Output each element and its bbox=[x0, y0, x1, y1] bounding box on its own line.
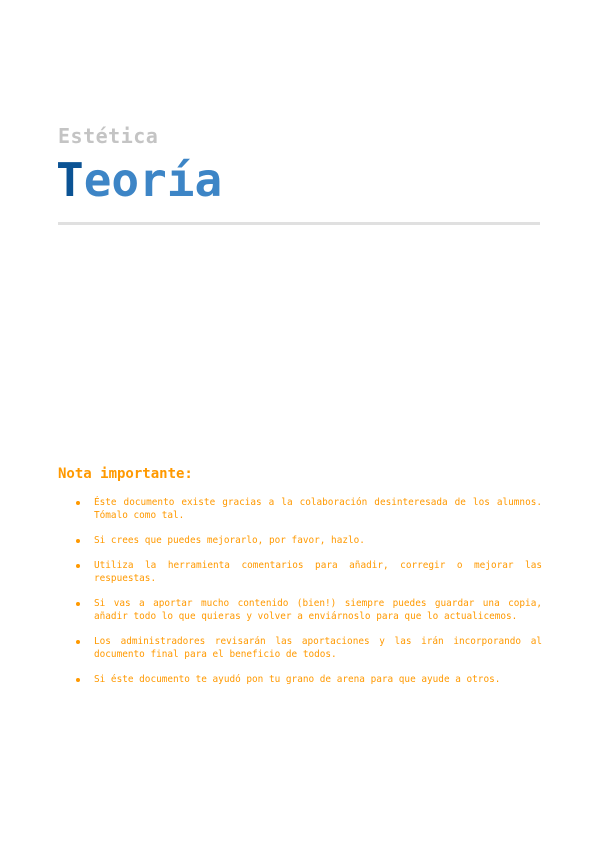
title-divider bbox=[58, 222, 540, 225]
note-item bbox=[58, 559, 542, 585]
note-heading: Nota importante: bbox=[58, 466, 193, 482]
bullet-icon bbox=[76, 602, 80, 606]
page-title bbox=[56, 155, 222, 206]
note-item-text: Si crees que puedes mejorarlo, por favor, hazlo. bbox=[94, 535, 365, 546]
bullet-icon bbox=[76, 501, 80, 505]
note-item-text: Éste documento existe gracias a la colaboración desinteresada de los alumnos. Tómalo como tal. bbox=[94, 497, 542, 521]
page-title-rest: eoría bbox=[83, 153, 223, 207]
bullet-icon bbox=[76, 678, 80, 682]
note-item bbox=[58, 597, 542, 623]
bullet-icon bbox=[76, 640, 80, 644]
bullet-icon bbox=[76, 539, 80, 543]
note-item-text: Si éste documento te ayudó pon tu grano de arena para que ayude a otros. bbox=[94, 674, 501, 685]
note-item bbox=[58, 496, 542, 522]
note-item-text: Utiliza la herramienta comentarios para añadir, corregir o mejorar las respuestas. bbox=[94, 560, 542, 584]
note-list bbox=[58, 496, 542, 698]
subject-label: Estética bbox=[58, 124, 159, 148]
note-item-text: Si vas a aportar mucho contenido (bien!) siempre puedes guardar una copia, añadir todo lo que quieras y volver a enviárnoslo para que lo actualicemos. bbox=[94, 598, 542, 622]
bullet-icon bbox=[76, 564, 80, 568]
note-item bbox=[58, 673, 542, 686]
page-title-first-letter: T bbox=[56, 153, 84, 207]
note-item-text: Los administradores revisarán las aportaciones y las irán incorporando al documento final para el beneficio de todos. bbox=[94, 636, 542, 660]
note-item bbox=[58, 534, 542, 547]
note-item bbox=[58, 635, 542, 661]
